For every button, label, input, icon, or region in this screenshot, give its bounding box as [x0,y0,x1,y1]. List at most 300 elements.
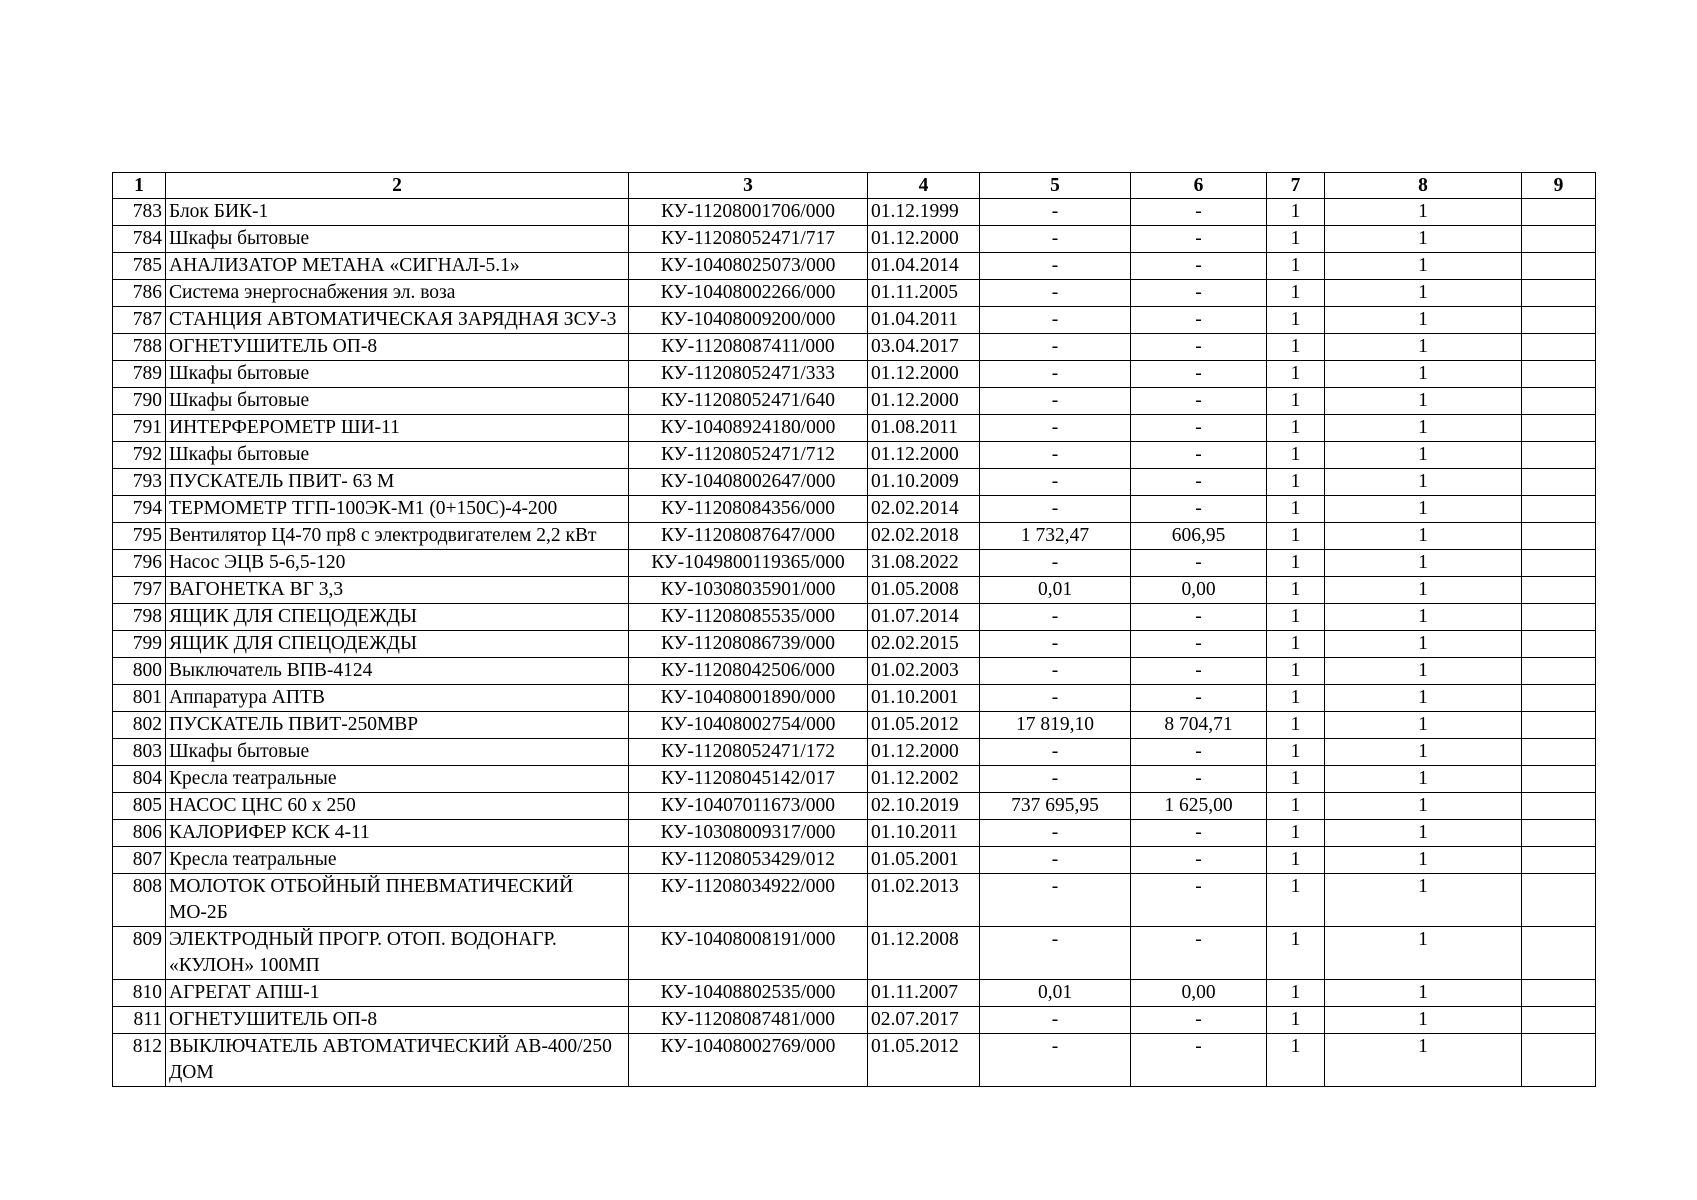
value-col6-cell: - [1131,685,1267,712]
table-row [113,226,1596,253]
value-col5-cell: - [980,1007,1131,1034]
col8-cell: 1 [1325,1007,1522,1034]
col8-cell: 1 [1325,793,1522,820]
column-header: 8 [1325,173,1522,199]
col8-cell: 1 [1325,927,1522,980]
value-col5-cell: - [980,550,1131,577]
date-cell: 01.10.2011 [868,820,980,847]
col8-cell: 1 [1325,307,1522,334]
inventory-code-cell: КУ-11208086739/000 [629,631,868,658]
inventory-code-cell: КУ-10408802535/000 [629,980,868,1007]
col7-cell: 1 [1267,280,1325,307]
date-cell: 01.08.2011 [868,415,980,442]
col7-cell: 1 [1267,712,1325,739]
date-cell: 02.02.2015 [868,631,980,658]
item-name-cell: Блок БИК-1 [166,199,629,226]
table-row [113,307,1596,334]
value-col6-cell: - [1131,361,1267,388]
value-col6-cell: - [1131,927,1267,980]
col9-cell [1522,361,1596,388]
value-col5-cell: - [980,631,1131,658]
item-name-cell: КАЛОРИФЕР КСК 4-11 [166,820,629,847]
table-body [113,199,1596,1087]
item-name-cell: Аппаратура АПТВ [166,685,629,712]
col7-cell: 1 [1267,1034,1325,1087]
col9-cell [1522,604,1596,631]
date-cell: 01.11.2005 [868,280,980,307]
row-number-cell: 787 [113,307,166,334]
item-name-cell: Вентилятор Ц4-70 пр8 с электродвигателем 2,2 кВт [166,523,629,550]
col7-cell: 1 [1267,388,1325,415]
col9-cell [1522,820,1596,847]
date-cell: 01.12.2008 [868,927,980,980]
date-cell: 01.07.2014 [868,604,980,631]
inventory-code-cell: КУ-10407011673/000 [629,793,868,820]
document-page [112,172,1596,1087]
row-number-cell: 804 [113,766,166,793]
value-col6-cell: - [1131,442,1267,469]
item-name-cell: ЯЩИК ДЛЯ СПЕЦОДЕЖДЫ [166,631,629,658]
value-col5-cell: - [980,199,1131,226]
row-number-cell: 785 [113,253,166,280]
date-cell: 02.07.2017 [868,1007,980,1034]
row-number-cell: 792 [113,442,166,469]
value-col6-cell: - [1131,1034,1267,1087]
value-col6-cell: - [1131,820,1267,847]
value-col5-cell: - [980,658,1131,685]
date-cell: 02.02.2014 [868,496,980,523]
inventory-code-cell: КУ-11208052471/640 [629,388,868,415]
value-col6-cell: - [1131,199,1267,226]
date-cell: 01.12.2002 [868,766,980,793]
value-col5-cell: - [980,739,1131,766]
col7-cell: 1 [1267,658,1325,685]
col7-cell: 1 [1267,820,1325,847]
col9-cell [1522,685,1596,712]
table-row [113,280,1596,307]
col7-cell: 1 [1267,766,1325,793]
row-number-cell: 790 [113,388,166,415]
date-cell: 01.05.2001 [868,847,980,874]
inventory-code-cell: КУ-11208087481/000 [629,1007,868,1034]
col7-cell: 1 [1267,361,1325,388]
col8-cell: 1 [1325,226,1522,253]
inventory-code-cell: КУ-11208053429/012 [629,847,868,874]
value-col6-cell: - [1131,253,1267,280]
value-col6-cell: 8 704,71 [1131,712,1267,739]
item-name-cell: Шкафы бытовые [166,739,629,766]
value-col6-cell: - [1131,874,1267,927]
value-col5-cell: - [980,442,1131,469]
value-col6-cell: - [1131,631,1267,658]
col9-cell [1522,415,1596,442]
col7-cell: 1 [1267,307,1325,334]
col7-cell: 1 [1267,739,1325,766]
date-cell: 01.02.2013 [868,874,980,927]
item-name-cell: Шкафы бытовые [166,361,629,388]
row-number-cell: 811 [113,1007,166,1034]
item-name-cell: Шкафы бытовые [166,388,629,415]
table-row [113,927,1596,980]
date-cell: 01.05.2008 [868,577,980,604]
date-cell: 01.05.2012 [868,712,980,739]
value-col5-cell: - [980,334,1131,361]
value-col5-cell: 0,01 [980,577,1131,604]
date-cell: 01.12.2000 [868,442,980,469]
value-col5-cell: - [980,280,1131,307]
row-number-cell: 789 [113,361,166,388]
value-col5-cell: - [980,388,1131,415]
col9-cell [1522,739,1596,766]
row-number-cell: 809 [113,927,166,980]
item-name-cell: ОГНЕТУШИТЕЛЬ ОП-8 [166,1007,629,1034]
col9-cell [1522,550,1596,577]
value-col6-cell: - [1131,766,1267,793]
item-name-cell: АНАЛИЗАТОР МЕТАНА «СИГНАЛ-5.1» [166,253,629,280]
item-name-cell: АГРЕГАТ АПШ-1 [166,980,629,1007]
inventory-code-cell: КУ-11208052471/712 [629,442,868,469]
col7-cell: 1 [1267,847,1325,874]
col9-cell [1522,226,1596,253]
inventory-code-cell: КУ-10408001890/000 [629,685,868,712]
value-col5-cell: - [980,226,1131,253]
table-row [113,874,1596,927]
item-name-cell: ЯЩИК ДЛЯ СПЕЦОДЕЖДЫ [166,604,629,631]
col9-cell [1522,927,1596,980]
item-name-cell: Кресла театральные [166,766,629,793]
table-row [113,496,1596,523]
col9-cell [1522,496,1596,523]
date-cell: 02.02.2018 [868,523,980,550]
col7-cell: 1 [1267,469,1325,496]
inventory-code-cell: КУ-10308009317/000 [629,820,868,847]
inventory-code-cell: КУ-11208084356/000 [629,496,868,523]
inventory-code-cell: КУ-10408002754/000 [629,712,868,739]
asset-table [112,172,1596,1087]
col7-cell: 1 [1267,577,1325,604]
table-row [113,253,1596,280]
table-row [113,631,1596,658]
item-name-cell: МОЛОТОК ОТБОЙНЫЙ ПНЕВМАТИЧЕСКИЙ МО-2Б [166,874,629,927]
date-cell: 02.10.2019 [868,793,980,820]
row-number-cell: 784 [113,226,166,253]
row-number-cell: 788 [113,334,166,361]
value-col6-cell: - [1131,469,1267,496]
col8-cell: 1 [1325,442,1522,469]
col7-cell: 1 [1267,685,1325,712]
value-col5-cell: - [980,1034,1131,1087]
table-row [113,980,1596,1007]
column-header: 9 [1522,173,1596,199]
col8-cell: 1 [1325,388,1522,415]
col7-cell: 1 [1267,1007,1325,1034]
value-col6-cell: - [1131,1007,1267,1034]
value-col5-cell: - [980,496,1131,523]
col9-cell [1522,658,1596,685]
row-number-cell: 808 [113,874,166,927]
col7-cell: 1 [1267,550,1325,577]
value-col5-cell: - [980,361,1131,388]
item-name-cell: ПУСКАТЕЛЬ ПВИТ-250МВР [166,712,629,739]
date-cell: 01.05.2012 [868,1034,980,1087]
table-row [113,577,1596,604]
col8-cell: 1 [1325,253,1522,280]
item-name-cell: СТАНЦИЯ АВТОМАТИЧЕСКАЯ ЗАРЯДНАЯ ЗСУ-3 [166,307,629,334]
table-row [113,388,1596,415]
col9-cell [1522,334,1596,361]
item-name-cell: Насос ЭЦВ 5-6,5-120 [166,550,629,577]
col8-cell: 1 [1325,361,1522,388]
row-number-cell: 783 [113,199,166,226]
table-row [113,442,1596,469]
row-number-cell: 806 [113,820,166,847]
date-cell: 01.12.2000 [868,226,980,253]
table-row [113,415,1596,442]
value-col6-cell: - [1131,739,1267,766]
col7-cell: 1 [1267,604,1325,631]
inventory-code-cell: КУ-11208085535/000 [629,604,868,631]
col8-cell: 1 [1325,496,1522,523]
col8-cell: 1 [1325,820,1522,847]
value-col5-cell: - [980,766,1131,793]
col9-cell [1522,388,1596,415]
col8-cell: 1 [1325,712,1522,739]
value-col5-cell: 0,01 [980,980,1131,1007]
value-col6-cell: - [1131,280,1267,307]
col9-cell [1522,523,1596,550]
column-header: 3 [629,173,868,199]
col7-cell: 1 [1267,415,1325,442]
row-number-cell: 803 [113,739,166,766]
col9-cell [1522,1007,1596,1034]
column-header: 1 [113,173,166,199]
date-cell: 01.04.2011 [868,307,980,334]
col8-cell: 1 [1325,1034,1522,1087]
date-cell: 01.10.2001 [868,685,980,712]
value-col5-cell: - [980,415,1131,442]
item-name-cell: ЭЛЕКТРОДНЫЙ ПРОГР. ОТОП. ВОДОНАГР. «КУЛОН» 100МП [166,927,629,980]
col7-cell: 1 [1267,334,1325,361]
col9-cell [1522,253,1596,280]
row-number-cell: 786 [113,280,166,307]
col8-cell: 1 [1325,604,1522,631]
col8-cell: 1 [1325,766,1522,793]
col9-cell [1522,442,1596,469]
value-col6-cell: - [1131,226,1267,253]
date-cell: 31.08.2022 [868,550,980,577]
row-number-cell: 810 [113,980,166,1007]
table-row [113,604,1596,631]
value-col6-cell: - [1131,334,1267,361]
inventory-code-cell: КУ-10408924180/000 [629,415,868,442]
inventory-code-cell: КУ-10408025073/000 [629,253,868,280]
row-number-cell: 802 [113,712,166,739]
value-col5-cell: 737 695,95 [980,793,1131,820]
table-row [113,847,1596,874]
col7-cell: 1 [1267,496,1325,523]
item-name-cell: Шкафы бытовые [166,226,629,253]
date-cell: 01.10.2009 [868,469,980,496]
table-row [113,712,1596,739]
row-number-cell: 805 [113,793,166,820]
col9-cell [1522,980,1596,1007]
inventory-code-cell: КУ-11208052471/172 [629,739,868,766]
table-row [113,658,1596,685]
date-cell: 01.12.1999 [868,199,980,226]
col8-cell: 1 [1325,199,1522,226]
item-name-cell: ИНТЕРФЕРОМЕТР ШИ-11 [166,415,629,442]
row-number-cell: 797 [113,577,166,604]
col8-cell: 1 [1325,658,1522,685]
column-header: 4 [868,173,980,199]
date-cell: 01.02.2003 [868,658,980,685]
value-col5-cell: - [980,847,1131,874]
col9-cell [1522,199,1596,226]
item-name-cell: ВЫКЛЮЧАТЕЛЬ АВТОМАТИЧЕСКИЙ АВ-400/250 ДОМ [166,1034,629,1087]
item-name-cell: ТЕРМОМЕТР ТГП-100ЭК-М1 (0+150С)-4-200 [166,496,629,523]
inventory-code-cell: КУ-11208045142/017 [629,766,868,793]
item-name-cell: Кресла театральные [166,847,629,874]
value-col6-cell: - [1131,388,1267,415]
value-col6-cell: - [1131,496,1267,523]
col8-cell: 1 [1325,631,1522,658]
value-col6-cell: - [1131,604,1267,631]
date-cell: 03.04.2017 [868,334,980,361]
row-number-cell: 798 [113,604,166,631]
inventory-code-cell: КУ-11208052471/333 [629,361,868,388]
value-col5-cell: - [980,820,1131,847]
row-number-cell: 793 [113,469,166,496]
row-number-cell: 794 [113,496,166,523]
col9-cell [1522,1034,1596,1087]
item-name-cell: ВАГОНЕТКА ВГ 3,3 [166,577,629,604]
table-row [113,820,1596,847]
column-header: 5 [980,173,1131,199]
col7-cell: 1 [1267,442,1325,469]
value-col5-cell: 1 732,47 [980,523,1131,550]
col9-cell [1522,469,1596,496]
col9-cell [1522,712,1596,739]
table-row [113,523,1596,550]
date-cell: 01.04.2014 [868,253,980,280]
inventory-code-cell: КУ-11208001706/000 [629,199,868,226]
col7-cell: 1 [1267,927,1325,980]
col7-cell: 1 [1267,253,1325,280]
col7-cell: 1 [1267,631,1325,658]
col8-cell: 1 [1325,980,1522,1007]
item-name-cell: Выключатель ВПВ-4124 [166,658,629,685]
table-row [113,685,1596,712]
value-col5-cell: - [980,469,1131,496]
col8-cell: 1 [1325,874,1522,927]
inventory-code-cell: КУ-11208034922/000 [629,874,868,927]
inventory-code-cell: КУ-10308035901/000 [629,577,868,604]
col7-cell: 1 [1267,523,1325,550]
col8-cell: 1 [1325,523,1522,550]
value-col5-cell: - [980,604,1131,631]
col9-cell [1522,631,1596,658]
value-col6-cell: - [1131,658,1267,685]
table-row [113,199,1596,226]
row-number-cell: 791 [113,415,166,442]
col9-cell [1522,766,1596,793]
column-header: 2 [166,173,629,199]
value-col6-cell: 1 625,00 [1131,793,1267,820]
value-col5-cell: - [980,253,1131,280]
col7-cell: 1 [1267,199,1325,226]
value-col6-cell: 0,00 [1131,980,1267,1007]
table-row [113,469,1596,496]
col8-cell: 1 [1325,334,1522,361]
row-number-cell: 799 [113,631,166,658]
inventory-code-cell: КУ-11208042506/000 [629,658,868,685]
row-number-cell: 812 [113,1034,166,1087]
value-col6-cell: 0,00 [1131,577,1267,604]
row-number-cell: 807 [113,847,166,874]
value-col6-cell: - [1131,847,1267,874]
col9-cell [1522,577,1596,604]
col9-cell [1522,847,1596,874]
col9-cell [1522,874,1596,927]
item-name-cell: НАСОС ЦНС 60 х 250 [166,793,629,820]
col8-cell: 1 [1325,469,1522,496]
col7-cell: 1 [1267,980,1325,1007]
table-row [113,739,1596,766]
item-name-cell: ОГНЕТУШИТЕЛЬ ОП-8 [166,334,629,361]
col7-cell: 1 [1267,874,1325,927]
col8-cell: 1 [1325,739,1522,766]
value-col6-cell: - [1131,415,1267,442]
table-row [113,793,1596,820]
col9-cell [1522,793,1596,820]
table-row [113,766,1596,793]
col7-cell: 1 [1267,226,1325,253]
row-number-cell: 800 [113,658,166,685]
value-col5-cell: - [980,927,1131,980]
row-number-cell: 795 [113,523,166,550]
col9-cell [1522,280,1596,307]
item-name-cell: ПУСКАТЕЛЬ ПВИТ- 63 М [166,469,629,496]
item-name-cell: Шкафы бытовые [166,442,629,469]
value-col6-cell: - [1131,550,1267,577]
row-number-cell: 796 [113,550,166,577]
value-col5-cell: - [980,874,1131,927]
value-col6-cell: 606,95 [1131,523,1267,550]
col8-cell: 1 [1325,847,1522,874]
value-col6-cell: - [1131,307,1267,334]
col7-cell: 1 [1267,793,1325,820]
col8-cell: 1 [1325,280,1522,307]
value-col5-cell: 17 819,10 [980,712,1131,739]
table-row [113,1034,1596,1087]
inventory-code-cell: КУ-10408002266/000 [629,280,868,307]
inventory-code-cell: КУ-10408002769/000 [629,1034,868,1087]
col8-cell: 1 [1325,577,1522,604]
col8-cell: 1 [1325,415,1522,442]
inventory-code-cell: КУ-10408009200/000 [629,307,868,334]
col8-cell: 1 [1325,550,1522,577]
value-col5-cell: - [980,685,1131,712]
date-cell: 01.12.2000 [868,739,980,766]
table-row [113,361,1596,388]
value-col5-cell: - [980,307,1131,334]
col9-cell [1522,307,1596,334]
inventory-code-cell: КУ-10408002647/000 [629,469,868,496]
table-row [113,1007,1596,1034]
date-cell: 01.12.2000 [868,388,980,415]
table-row [113,550,1596,577]
inventory-code-cell: КУ-1049800119365/000 [629,550,868,577]
